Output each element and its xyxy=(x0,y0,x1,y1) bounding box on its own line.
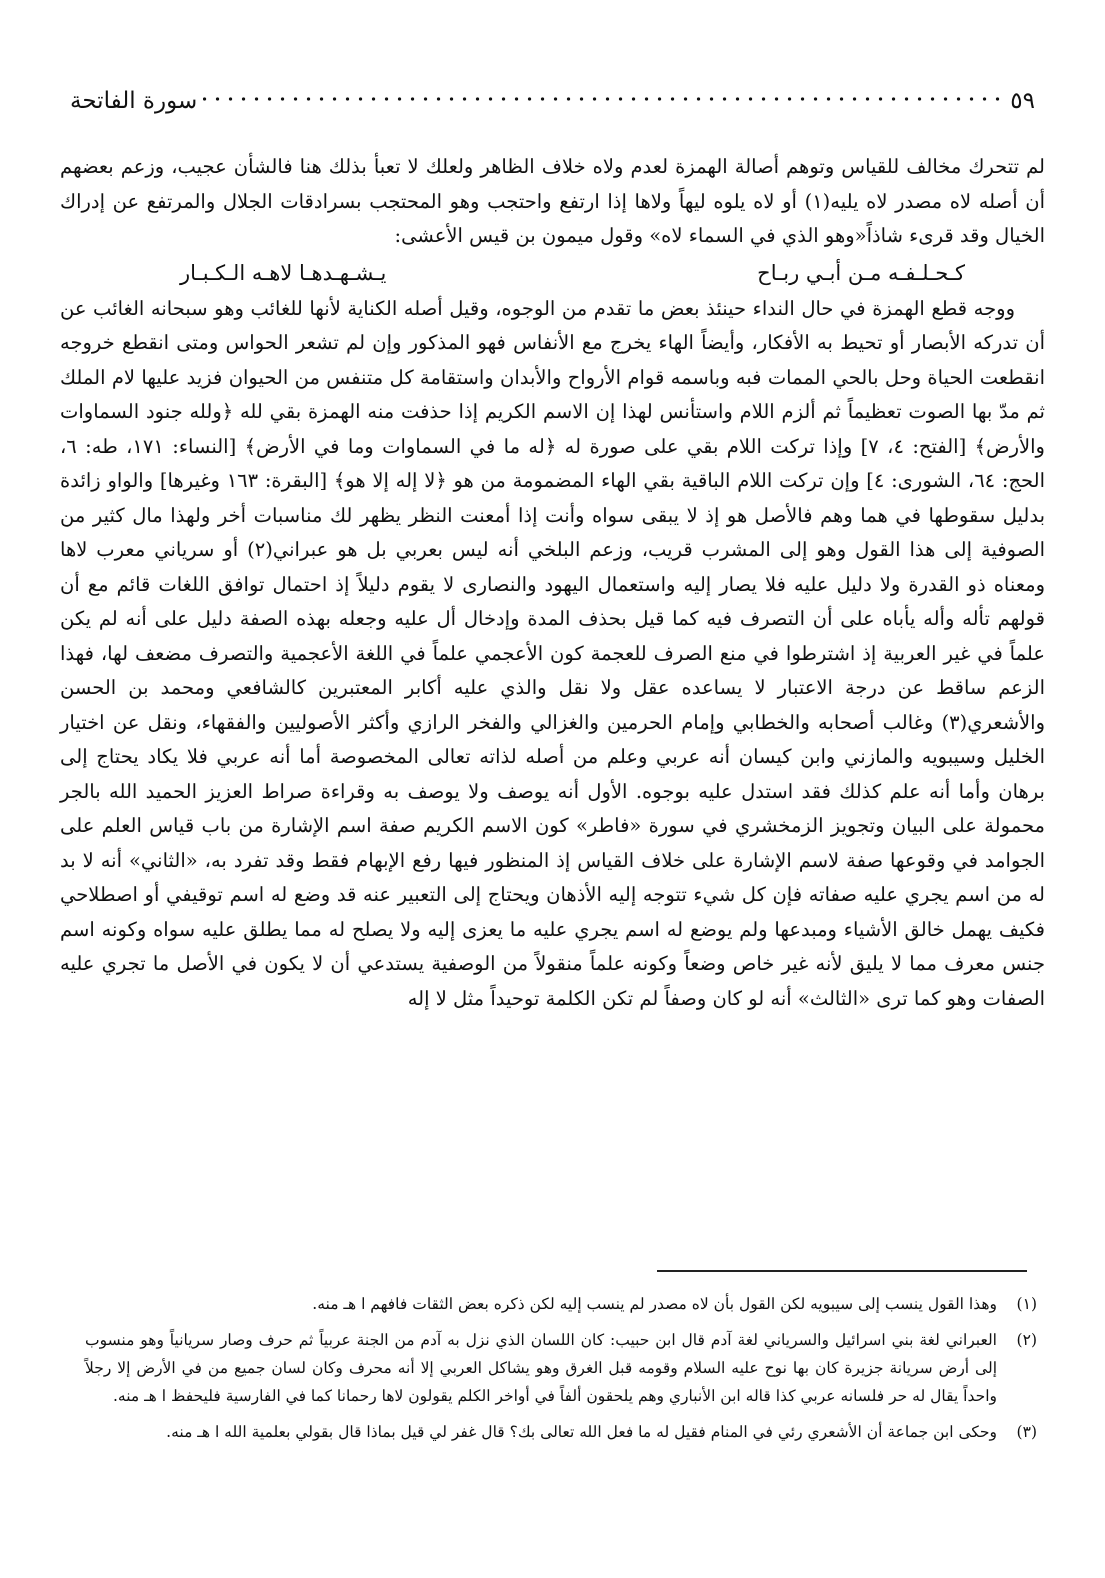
verse-right-hemistich: كـحـلـفـه مـن أبـي ربـاح xyxy=(757,260,965,285)
surah-title: سورة الفاتحة xyxy=(70,88,198,114)
footnote-1 xyxy=(85,1290,1037,1318)
paragraph-1: لم تتحرك مخالف للقياس وتوهم أصالة الهمزة لعدم ولاه خلاف الظاهر ولعلك لا تعبأ بذلك هنا فالشأن عجيب، وزعم بعضهم أن أصله لاه مصدر لاه يليه(١) أو لاه يلوه ليهاً ولاها إذا ارتفع واحتجب وهو المحتجب بسرادقات الجلال والمرتفع عن إدراك الخيال وقد قرىء شاذاً«وهو الذي في السماء لاه» وقول ميمون بن قيس الأعشى: xyxy=(60,155,1045,247)
footnote-number: (١) xyxy=(1016,1295,1037,1313)
dotted-leader xyxy=(203,90,1004,108)
footnote-3 xyxy=(85,1418,1037,1446)
page-number: ٥٩ xyxy=(1010,88,1035,114)
paragraph-2: ووجه قطع الهمزة في حال النداء حينئذ بعض ما تقدم من الوجوه، وقيل أصله الكناية لأنها للغائب وهو سبحانه الغائب عن أن تدركه الأبصار أو تحيط به الأفكار، وأيضاً الهاء يخرج مع الأنفاس فهو المذكور وإن لم تشعر الحواس ومتى انقطع خروجه انقطعت الحياة وحل بالحي الممات فبه وباسمه قوام الأرواح والأبدان واستقامة كل متنفس من الحيوان فزيد عليها لام الملك ثم مدّ بها الصوت تعظيماً ثم ألزم اللام واستأنس لهذا إن الاسم الكريم إذا حذفت منه الهمزة بقي لله ﴿ولله جنود السماوات والأرض﴾ [الفتح: ٤، ٧] وإذا تركت اللام بقي على صورة له ﴿له ما في السماوات وما في الأرض﴾ [النساء: ١٧١، طه: ٦، الحج: ٦٤، الشورى: ٤] وإن تركت اللام الباقية بقي الهاء المضمومة من هو ﴿لا إله إلا هو﴾ [البقرة: ١٦٣ وغيرها] والواو زائدة بدليل سقوطها في هما وهم فالأصل هو إذ لا يبقى سواه وأنت إذا أمعنت النظر يظهر لك مناسبات أخر ولهذا مال كثير من الصوفية إلى هذا القول وهو إلى المشرب قريب، وزعم البلخي أنه ليس بعربي بل هو عبراني(٢) أو سرياني معرب لاها ومعناه ذو القدرة ولا دليل عليه فلا يصار إليه واستعمال اليهود والنصارى لا يقوم دليلاً إذ احتمال توافق اللغات قائم مع أن قولهم تأله وأله يأباه على أن التصرف فيه كما قيل بحذف المدة وإدخال أل عليه وجعله بهذه الصفة دليل على أنه لم يكن علماً في غير العربية إذ اشترطوا في منع الصرف للعجمة كون الأعجمي علماً في اللغة الأعجمية والتصرف مضعف لها، فهذا الزعم ساقط عن درجة الاعتبار لا يساعده عقل ولا نقل والذي عليه أكابر المعتبرين كالشافعي ومحمد بن الحسن والأشعري(٣) وغالب أصحابه والخطابي وإمام الحرمين والغزالي والفخر الرازي وأكثر الأصوليين والفقهاء، ونقل عن اختيار الخليل وسيبويه والمازني وابن كيسان أنه عربي وعلم من أصله لذاته تعالى المخصوصة أما أنه عربي فلا يكاد يحتاج إلى برهان وأما أنه علم كذلك فقد استدل عليه بوجوه. الأول أنه يوصف ولا يوصف به وقراءة صراط العزيز الحميد الله بالجر محمولة على البيان وتجويز الزمخشري في سورة «فاطر» كون الاسم الكريم صفة اسم الإشارة من باب قياس العلم على الجوامد في وقوعها صفة لاسم الإشارة على خلاف القياس إذ المنظور فيها رفع الإبهام فقط وقد تفرد به، «الثاني» أنه لا بد له من اسم يجري عليه صفاته فإن كل شيء تتوجه إليه الأذهان ويحتاج إلى التعبير عنه قد وضع له اسم توقيفي أو اصطلاحي فكيف يهمل خالق الأشياء ومبدعها ولم يوضع له اسم يجري عليه ما يعزى إليه ولا يصلح له مما يطلق عليه سواه وكونه اسم جنس معرف مما لا يليق لأنه غير خاص وضعاً وكونه علماً منقولاً من الوصفية يستدعي أن لا يكون في الأصل ما تجري عليه الصفات وهو كما ترى «الثالث» أنه لو كان وصفاً لم تكن الكلمة توحيداً مثل لا إله xyxy=(60,296,1045,1010)
verse-left-hemistich: يـشـهـدهـا لاهـه الـكـبـار xyxy=(180,260,387,285)
footnote-text: وهذا القول ينسب إلى سيبويه لكن القول بأن لاه مصدر لم ينسب إليه لكن ذكره بعض الثقات فافهم ا هـ منه. xyxy=(312,1295,997,1313)
poetry-verse xyxy=(60,254,1045,292)
main-text xyxy=(60,150,1045,1016)
footnote-number: (٢) xyxy=(1016,1331,1037,1349)
footnote-text: العبراني لغة بني اسرائيل والسرياني لغة آدم قال ابن حبيب: كان اللسان الذي نزل به آدم من الجنة عربياً ثم حرف وصار سريانياً وهو منسوب إلى أرض سريانة جزيرة كان بها نوح عليه السلام وقومه قبل الغرق وهو يشاكل العربي إلا أنه محرف وكان لسان جميع من في الأرض إلا رجلاً واحداً يقال له حر فلسانه عربي كذا قاله ابن الأنباري وهم يلحقون ألفاً في أواخر الكلم يقولون لاها رحمانا كما في الفارسية فليحفظ ا هـ منه. xyxy=(85,1331,997,1405)
footnote-2 xyxy=(85,1326,1037,1410)
footnote-text: وحكى ابن جماعة أن الأشعري رئي في المنام فقيل له ما فعل الله تعالى بك؟ قال غفر لي قيل بماذا قال بقولي بعلمية الله ا هـ منه. xyxy=(166,1423,997,1441)
footnote-number: (٣) xyxy=(1016,1423,1037,1441)
footnotes xyxy=(85,1290,1037,1454)
footnote-separator xyxy=(657,1270,1027,1272)
running-header xyxy=(60,78,1035,114)
